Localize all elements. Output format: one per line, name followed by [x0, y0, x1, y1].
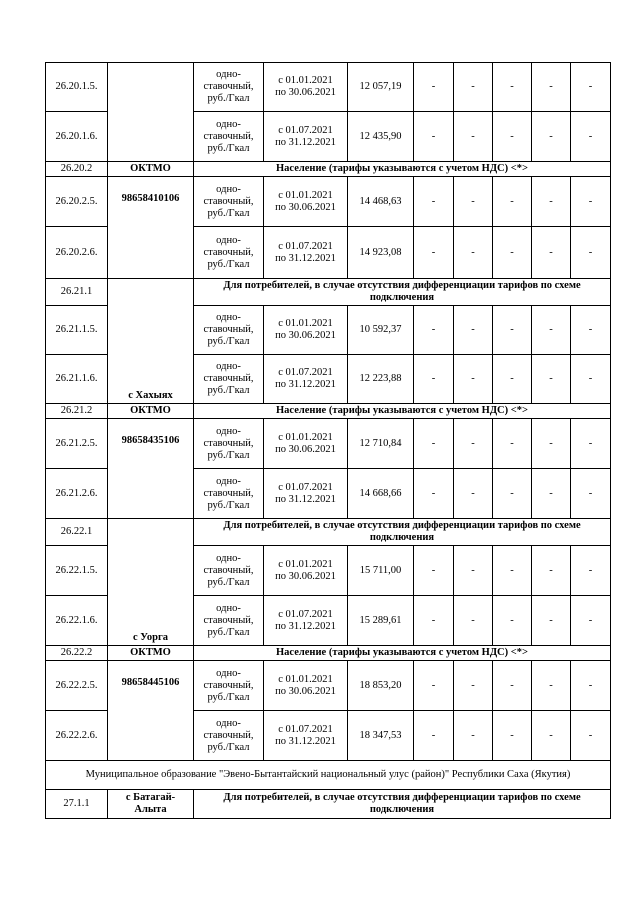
empty-value: - — [414, 546, 454, 596]
tariff-period: с 01.01.2021 по 30.06.2021 — [264, 306, 348, 355]
empty-value: - — [454, 469, 493, 519]
tariff-type: одно- ставочный, руб./Гкал — [194, 306, 264, 355]
empty-value: - — [493, 355, 532, 404]
empty-value: - — [493, 469, 532, 519]
table-row — [46, 661, 611, 711]
empty-value: - — [414, 661, 454, 711]
empty-value: - — [493, 227, 532, 279]
empty-value: - — [532, 469, 571, 519]
table-row — [46, 646, 611, 661]
empty-value: - — [414, 419, 454, 469]
empty-value: - — [532, 177, 571, 227]
tariff-period: с 01.07.2021 по 31.12.2021 — [264, 112, 348, 162]
empty-value: - — [454, 419, 493, 469]
table-row — [46, 162, 611, 177]
empty-value: - — [571, 306, 611, 355]
tariff-type: одно- ставочный, руб./Гкал — [194, 177, 264, 227]
empty-value: - — [532, 419, 571, 469]
table-row — [46, 63, 611, 112]
empty-value: - — [493, 306, 532, 355]
empty-value: - — [493, 63, 532, 112]
tariff-type: одно- ставочный, руб./Гкал — [194, 419, 264, 469]
empty-value: - — [454, 661, 493, 711]
empty-value: - — [414, 112, 454, 162]
empty-value: - — [454, 112, 493, 162]
section-header: Для потребителей, в случае отсутствия дифференциации тарифов по схеме подключения — [194, 519, 611, 546]
tariff-value: 18 347,53 — [348, 711, 414, 761]
table-row — [46, 279, 611, 306]
tariff-period: с 01.07.2021 по 31.12.2021 — [264, 596, 348, 646]
empty-value: - — [571, 469, 611, 519]
tariff-period: с 01.07.2021 по 31.12.2021 — [264, 227, 348, 279]
table-row — [46, 519, 611, 546]
oktmo-label: ОКТМО — [108, 646, 194, 661]
settlement-name: с Батагай- Алыта — [108, 790, 194, 819]
empty-value: - — [571, 112, 611, 162]
row-number: 26.21.2.6. — [46, 469, 108, 519]
table-row — [46, 177, 611, 227]
tariff-value: 12 223,88 — [348, 355, 414, 404]
empty-value: - — [532, 227, 571, 279]
empty-value: - — [493, 661, 532, 711]
empty-value: - — [454, 306, 493, 355]
settlement-name: с Уорга — [133, 632, 168, 643]
empty-value: - — [571, 596, 611, 646]
empty-value: - — [571, 711, 611, 761]
tariff-value: 18 853,20 — [348, 661, 414, 711]
tariff-value: 15 289,61 — [348, 596, 414, 646]
row-number: 26.21.2 — [46, 404, 108, 419]
empty-value: - — [532, 306, 571, 355]
tariff-period: с 01.07.2021 по 31.12.2021 — [264, 469, 348, 519]
empty-value: - — [493, 112, 532, 162]
table-row — [46, 404, 611, 419]
row-number: 26.22.2.6. — [46, 711, 108, 761]
oktmo-code: 98658435106 — [108, 419, 194, 519]
table-row — [46, 790, 611, 819]
tariff-type: одно- ставочный, руб./Гкал — [194, 661, 264, 711]
empty-value: - — [532, 63, 571, 112]
tariff-value: 10 592,37 — [348, 306, 414, 355]
empty-value: - — [414, 596, 454, 646]
empty-value: - — [454, 355, 493, 404]
municipality-header: Муниципальное образование "Эвено-Бытантайский национальный улус (район)" Республики Саха (Якутия) — [46, 761, 611, 790]
empty-value: - — [493, 177, 532, 227]
tariff-type: одно- ставочный, руб./Гкал — [194, 469, 264, 519]
settlement-cell — [108, 63, 194, 162]
section-header: Для потребителей, в случае отсутствия дифференциации тарифов по схеме подключения — [194, 279, 611, 306]
empty-value: - — [571, 227, 611, 279]
tariff-value: 12 435,90 — [348, 112, 414, 162]
tariff-table — [45, 62, 611, 819]
section-header: Население (тарифы указываются с учетом НДС) <*> — [194, 646, 611, 661]
empty-value: - — [414, 711, 454, 761]
empty-value: - — [454, 546, 493, 596]
row-number: 26.20.2 — [46, 162, 108, 177]
empty-value: - — [493, 711, 532, 761]
tariff-value: 15 711,00 — [348, 546, 414, 596]
empty-value: - — [571, 355, 611, 404]
row-number: 26.22.1.6. — [46, 596, 108, 646]
tariff-type: одно- ставочный, руб./Гкал — [194, 227, 264, 279]
section-header: Население (тарифы указываются с учетом НДС) <*> — [194, 404, 611, 419]
tariff-value: 12 057,19 — [348, 63, 414, 112]
oktmo-code: 98658445106 — [108, 661, 194, 761]
row-number: 26.21.1.5. — [46, 306, 108, 355]
oktmo-label: ОКТМО — [108, 162, 194, 177]
section-header: Для потребителей, в случае отсутствия дифференциации тарифов по схеме подключения — [194, 790, 611, 819]
empty-value: - — [571, 63, 611, 112]
tariff-value: 14 668,66 — [348, 469, 414, 519]
row-number: 26.22.2 — [46, 646, 108, 661]
tariff-value: 12 710,84 — [348, 419, 414, 469]
table-row — [46, 761, 611, 790]
empty-value: - — [493, 419, 532, 469]
row-number: 26.22.2.5. — [46, 661, 108, 711]
tariff-period: с 01.01.2021 по 30.06.2021 — [264, 63, 348, 112]
tariff-type: одно- ставочный, руб./Гкал — [194, 63, 264, 112]
tariff-type: одно- ставочный, руб./Гкал — [194, 355, 264, 404]
row-number: 26.22.1 — [46, 519, 108, 546]
tariff-type: одно- ставочный, руб./Гкал — [194, 112, 264, 162]
empty-value: - — [414, 355, 454, 404]
empty-value: - — [454, 596, 493, 646]
empty-value: - — [532, 661, 571, 711]
empty-value: - — [454, 63, 493, 112]
oktmo-label: ОКТМО — [108, 404, 194, 419]
empty-value: - — [454, 711, 493, 761]
empty-value: - — [414, 227, 454, 279]
empty-value: - — [532, 546, 571, 596]
row-number: 26.20.2.5. — [46, 177, 108, 227]
empty-value: - — [414, 469, 454, 519]
row-number: 26.21.2.5. — [46, 419, 108, 469]
empty-value: - — [454, 227, 493, 279]
tariff-period: с 01.07.2021 по 31.12.2021 — [264, 355, 348, 404]
tariff-value: 14 923,08 — [348, 227, 414, 279]
row-number: 26.21.1 — [46, 279, 108, 306]
empty-value: - — [532, 112, 571, 162]
empty-value: - — [571, 177, 611, 227]
row-number: 26.22.1.5. — [46, 546, 108, 596]
row-number: 26.20.2.6. — [46, 227, 108, 279]
empty-value: - — [414, 63, 454, 112]
settlement-cell — [108, 519, 194, 646]
empty-value: - — [414, 306, 454, 355]
tariff-period: с 01.01.2021 по 30.06.2021 — [264, 419, 348, 469]
oktmo-code: 98658410106 — [108, 177, 194, 279]
empty-value: - — [532, 355, 571, 404]
row-number: 26.20.1.6. — [46, 112, 108, 162]
empty-value: - — [493, 596, 532, 646]
empty-value: - — [532, 596, 571, 646]
tariff-type: одно- ставочный, руб./Гкал — [194, 546, 264, 596]
empty-value: - — [571, 546, 611, 596]
tariff-type: одно- ставочный, руб./Гкал — [194, 711, 264, 761]
empty-value: - — [571, 419, 611, 469]
settlement-name: с Хахыях — [128, 390, 173, 401]
tariff-value: 14 468,63 — [348, 177, 414, 227]
row-number: 26.21.1.6. — [46, 355, 108, 404]
empty-value: - — [571, 661, 611, 711]
empty-value: - — [532, 711, 571, 761]
tariff-type: одно- ставочный, руб./Гкал — [194, 596, 264, 646]
table-row — [46, 419, 611, 469]
section-header: Население (тарифы указываются с учетом НДС) <*> — [194, 162, 611, 177]
tariff-period: с 01.01.2021 по 30.06.2021 — [264, 661, 348, 711]
tariff-period: с 01.01.2021 по 30.06.2021 — [264, 177, 348, 227]
row-number: 26.20.1.5. — [46, 63, 108, 112]
empty-value: - — [414, 177, 454, 227]
empty-value: - — [493, 546, 532, 596]
row-number: 27.1.1 — [46, 790, 108, 819]
tariff-period: с 01.07.2021 по 31.12.2021 — [264, 711, 348, 761]
tariff-period: с 01.01.2021 по 30.06.2021 — [264, 546, 348, 596]
settlement-cell — [108, 279, 194, 404]
empty-value: - — [454, 177, 493, 227]
